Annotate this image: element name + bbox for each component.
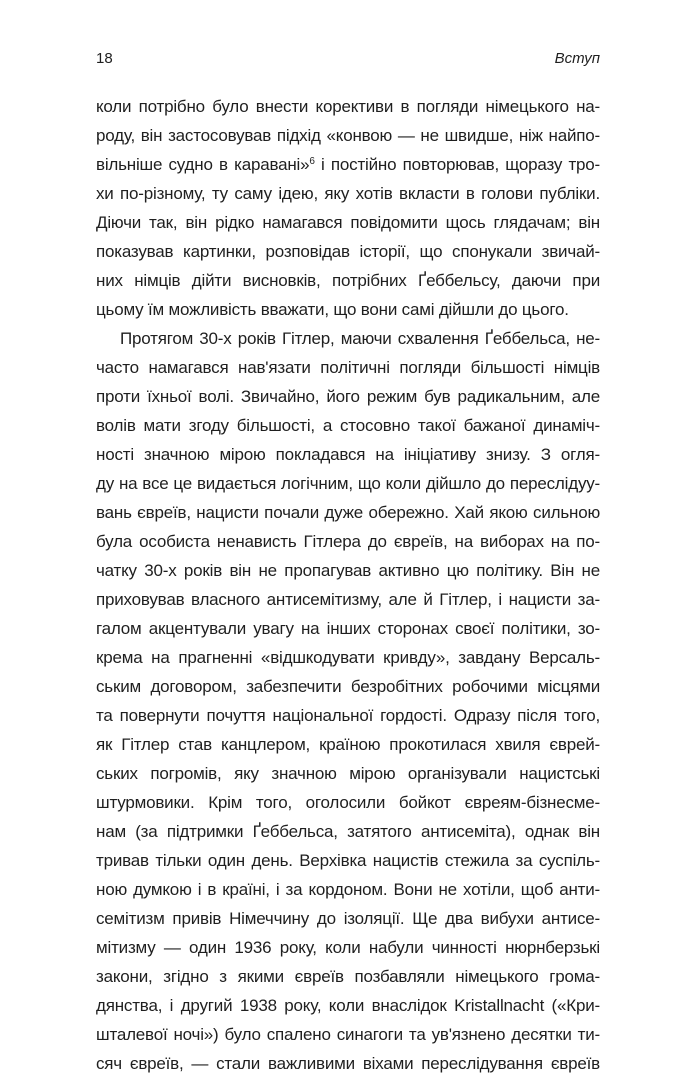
text-line: закони, згідно з якими євреїв позбавляли німецького грома-	[96, 967, 600, 986]
text-line: сяч євреїв, — стали важливими віхами переслідування євреїв	[96, 1054, 600, 1073]
text-line: цьому їм можливість вважати, що вони самі дійшли до цього.	[96, 300, 569, 319]
text-segment: і постійно повторював, щоразу тро-	[321, 155, 600, 174]
text-line: приховував власного антисемітизму, але й Гітлер, і нацисти за-	[96, 590, 600, 609]
text-line-with-footnote	[96, 150, 600, 179]
text-line: була особиста ненависть Гітлера до євреїв, на виборах на по-	[96, 532, 600, 551]
text-line: коли потрібно було внести корективи в погляди німецького на-	[96, 97, 600, 116]
text-segment: вільніше судно в каравані»	[96, 155, 310, 174]
text-line: волів мати згоду більшості, а стосовно такої бажаної динаміч-	[96, 416, 600, 435]
text-line: як Гітлер став канцлером, країною прокотилася хвиля єврей-	[96, 735, 600, 754]
text-line: семітизм привів Німеччину до ізоляції. Ще два вибухи антисе-	[96, 909, 600, 928]
page-number: 18	[96, 50, 113, 67]
text-line: хи по-різному, ту саму ідею, яку хотів вкласти в голови публіки.	[96, 184, 600, 203]
text-line: них німців дійти висновків, потрібних Ґеббельсу, даючи при	[96, 271, 600, 290]
text-line: проти їхньої волі. Звичайно, його режим був радикальним, але	[96, 387, 600, 406]
page-header	[96, 50, 600, 72]
text-line: чатку 30-х років він не пропагував активно цю політику. Він не	[96, 561, 600, 580]
body-text	[96, 92, 600, 1078]
text-line: Протягом 30-х років Гітлер, маючи схвалення Ґеббельса, не-	[120, 329, 600, 348]
text-line: показував картинки, розповідав історії, що спонукали звичай-	[96, 242, 600, 261]
text-line: мітизму — один 1936 року, коли набули чинності нюрнберзькі	[96, 938, 600, 957]
text-line: шталевої ночі») було спалено синагоги та ув'язнено десятки ти-	[96, 1025, 600, 1044]
text-line: штурмовики. Крім того, оголосили бойкот євреям-бізнесме-	[96, 793, 600, 812]
text-line: ною думкою і в країні, і за кордоном. Вони не хотіли, щоб анти-	[96, 880, 600, 899]
text-line: галом акцентували увагу на інших сторонах своєї політики, зо-	[96, 619, 600, 638]
text-line: дянства, і другий 1938 року, коли внаслідок Kristallnacht («Кри-	[96, 996, 600, 1015]
text-line: Діючи так, він рідко намагався повідомити щось глядачам; він	[96, 213, 600, 232]
text-line: ських погромів, яку значною мірою організували нацистські	[96, 764, 600, 783]
text-line: ським договором, забезпечити безробітних робочими місцями	[96, 677, 600, 696]
footnote-reference: 6	[309, 156, 315, 167]
text-line: ності значною мірою покладався на ініціативу знизу. З огля-	[96, 445, 600, 464]
text-line: нам (за підтримки Ґеббельса, затятого антисеміта), однак він	[96, 822, 600, 841]
text-line: роду, він застосовував підхід «конвою — не швидше, ніж найпо-	[96, 126, 600, 145]
text-line: часто намагався нав'язати політичні погляди більшості німців	[96, 358, 600, 377]
text-line: крема на прагненні «відшкодувати кривду», завдану Версаль-	[96, 648, 600, 667]
text-line: та повернути почуття національної гордості. Одразу після того,	[96, 706, 600, 725]
text-line: тривав тільки один день. Верхівка нацистів стежила за суспіль-	[96, 851, 600, 870]
text-line: ду на все це видається логічним, що коли дійшло до переслідуу-	[96, 474, 600, 493]
text-line: вань євреїв, нацисти почали дуже обережно. Хай якою сильною	[96, 503, 600, 522]
running-title: Вступ	[554, 50, 600, 67]
